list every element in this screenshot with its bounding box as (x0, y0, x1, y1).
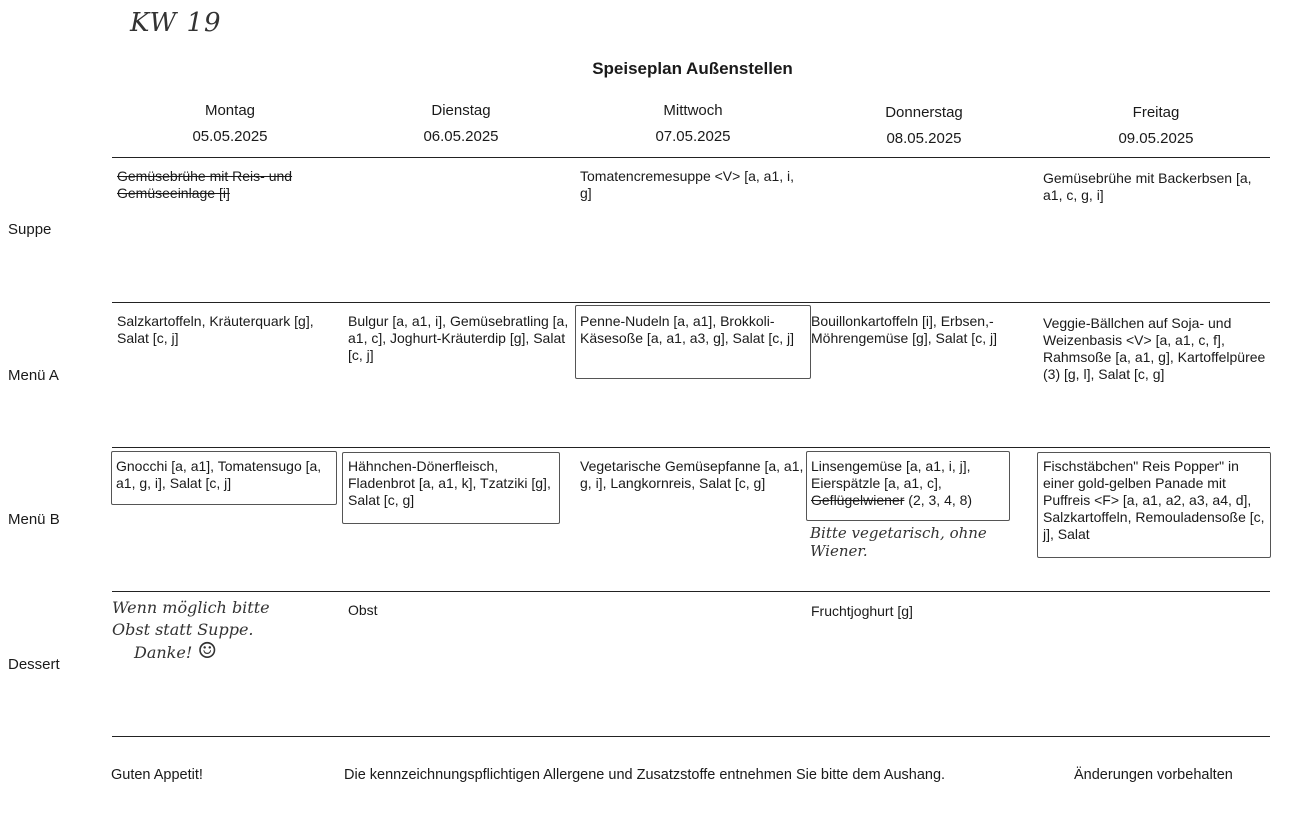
footer-divider (112, 736, 1270, 737)
day-header-friday (1041, 100, 1271, 152)
week-label: KW 19 (130, 8, 222, 38)
menu-b-thursday (811, 458, 1009, 509)
row-label-suppe: Suppe (8, 221, 52, 238)
page-title: Speiseplan Außenstellen (592, 59, 793, 78)
row-divider-suppe (112, 302, 1270, 303)
row-label-dessert: Dessert (8, 656, 60, 673)
menu-a-friday: Veggie-Bällchen auf Soja- und Weizenbasis <V> [a, a1, c, f], Rahmsoße [a, a1, g], Kartoffelpüree (3) [g, l], Salat [c, g] (1043, 315, 1266, 382)
day-name: Dienstag (431, 102, 491, 119)
menu-a-monday: Salzkartoffeln, Kräuterquark [g], Salat [c, j] (117, 313, 314, 346)
note-line: Obst statt Suppe. (112, 620, 254, 639)
header-divider (112, 157, 1270, 158)
menu-b-thursday-line-1: Linsengemüse [a, a1, i, j], (811, 458, 971, 474)
day-date: 07.05.2025 (655, 128, 731, 145)
note-line: Wiener. (810, 542, 868, 560)
row-divider-menu-b (112, 591, 1270, 592)
smiley-icon: ☺ (197, 639, 218, 664)
dessert-tuesday: Obst (348, 602, 378, 618)
row-divider-menu-a (112, 447, 1270, 448)
note-thanks: Danke! (134, 643, 193, 662)
note-line (112, 641, 270, 664)
day-date: 05.05.2025 (192, 128, 268, 145)
day-date: 09.05.2025 (1118, 130, 1194, 147)
suppe-wednesday: Tomatencremesuppe <V> [a, a1, i, g] (580, 168, 795, 201)
menu-a-tuesday: Bulgur [a, a1, i], Gemüsebratling [a, a1, c], Joghurt-Kräuterdip [g], Salat [c, j] (348, 313, 569, 363)
day-name: Freitag (1132, 104, 1180, 121)
suppe-monday: Gemüsebrühe mit Reis- und Gemüseeinlage [i] (117, 168, 293, 201)
footer-allergen-notice: Die kennzeichnungspflichtigen Allergene und Zusatzstoffe entnehmen Sie bitte dem Aushang. (344, 767, 946, 783)
footer-changes-notice: Änderungen vorbehalten (1074, 767, 1233, 783)
menu-b-friday: Fischstäbchen" Reis Popper" in einer gold-gelben Panade mit Puffreis <F> [a, a1, a2, a3, a4, d], Salzkartoffeln, Remouladensoße [c, j], Salat (1043, 458, 1265, 542)
menu-b-wednesday: Vegetarische Gemüsepfanne [a, a1, g, i], Langkornreis, Salat [c, g] (580, 458, 804, 491)
handwritten-note-thursday (810, 524, 987, 560)
row-label-menu-a: Menü A (8, 367, 59, 384)
dessert-thursday: Fruchtjoghurt [g] (811, 603, 913, 619)
handwritten-note-monday (112, 597, 270, 664)
day-date: 06.05.2025 (423, 128, 499, 145)
menu-a-thursday: Bouillonkartoffeln [i], Erbsen,-Möhrengemüse [g], Salat [c, j] (811, 313, 997, 346)
day-name: Mittwoch (663, 102, 723, 119)
row-label-menu-b: Menü B (8, 511, 60, 528)
menu-b-tuesday: Hähnchen-Dönerfleisch, Fladenbrot [a, a1, k], Tzatziki [g], Salat [c, g] (348, 458, 551, 508)
footer-greeting: Guten Appetit! (111, 767, 203, 783)
day-header-thursday (809, 100, 1039, 152)
additive-codes: (2, 3, 4, 8) (904, 492, 973, 508)
day-date: 08.05.2025 (886, 130, 962, 147)
suppe-friday: Gemüsebrühe mit Backerbsen [a, a1, c, g, i] (1043, 170, 1252, 203)
day-header-tuesday (346, 98, 576, 150)
note-line: Bitte vegetarisch, ohne (810, 524, 987, 542)
menu-b-monday: Gnocchi [a, a1], Tomatensugo [a, a1, g, i], Salat [c, j] (116, 458, 322, 491)
menu-b-thursday-line-3 (811, 492, 1009, 509)
day-header-monday (115, 98, 345, 150)
menu-a-wednesday: Penne-Nudeln [a, a1], Brokkoli-Käsesoße [a, a1, a3, g], Salat [c, j] (580, 313, 795, 346)
day-header-wednesday (578, 98, 808, 150)
menu-b-thursday-line-2: Eierspätzle [a, a1, c], (811, 475, 942, 491)
day-name: Donnerstag (885, 104, 963, 121)
note-line: Wenn möglich bitte (112, 598, 270, 617)
day-name: Montag (204, 102, 256, 119)
struck-item: Geflügelwiener (811, 492, 905, 508)
